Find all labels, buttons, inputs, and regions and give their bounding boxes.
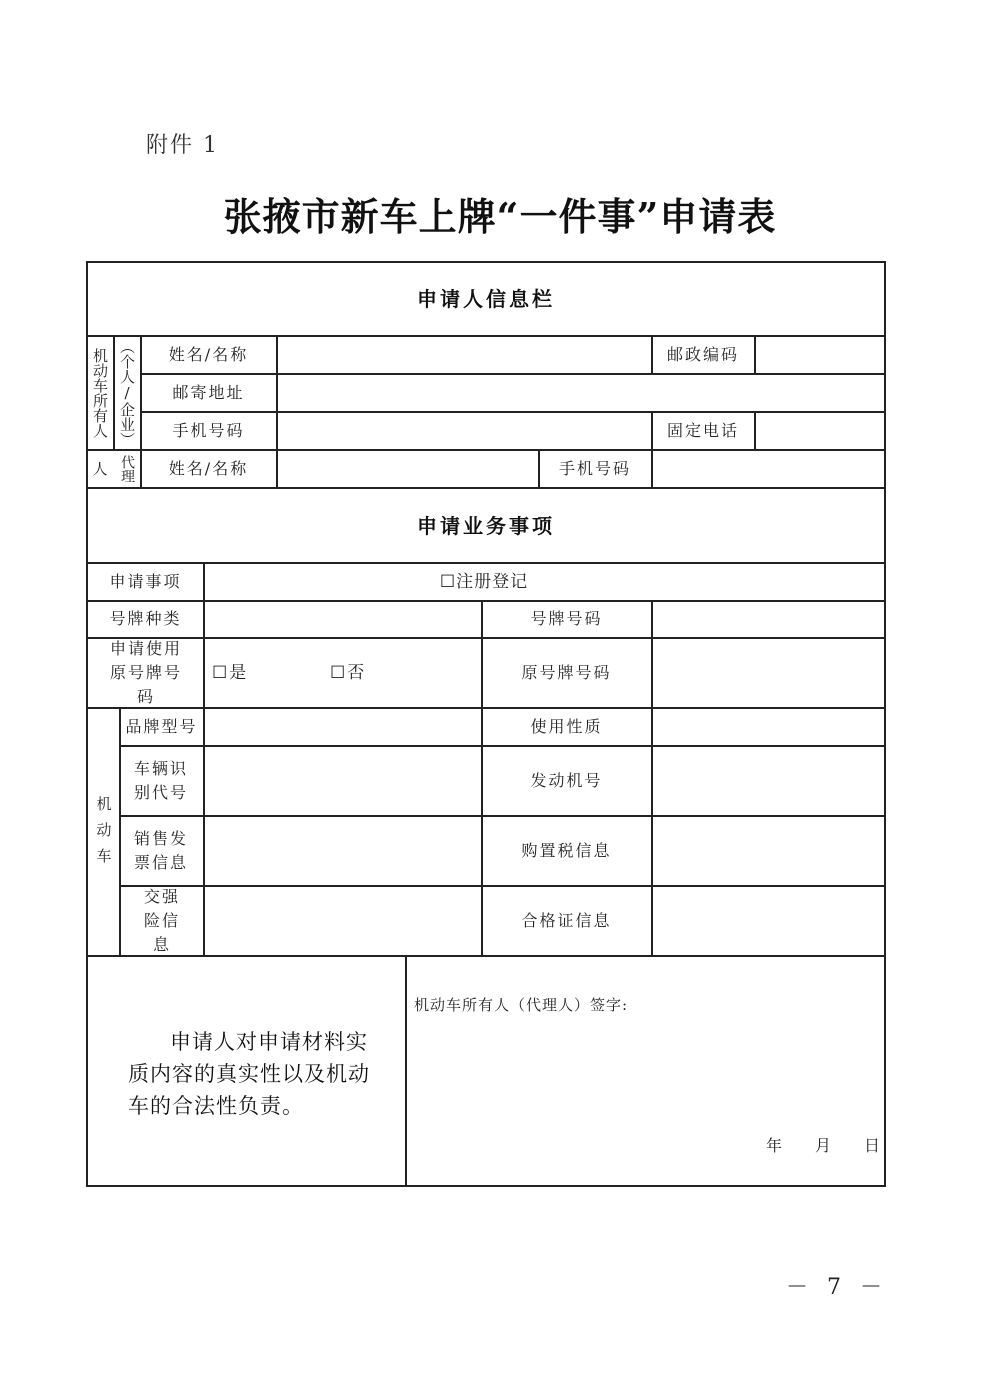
owner-group-note: （个人/企业） <box>118 338 136 447</box>
brand-model-label: 品牌型号 <box>125 716 198 736</box>
owner-mobile-field[interactable] <box>277 412 651 449</box>
plate-type-field[interactable] <box>204 601 481 637</box>
plate-number-field[interactable] <box>652 601 884 637</box>
yes-checkbox[interactable]: ☐是 <box>212 663 249 683</box>
form-title: 张掖市新车上牌“一件事”申请表 <box>223 194 777 239</box>
usage-label: 使用性质 <box>530 716 603 736</box>
business-section-heading: 申请业务事项 <box>417 513 555 538</box>
purchase-tax-field[interactable] <box>652 816 884 885</box>
use-original-plate-label: 申请使用原号牌号码 <box>109 638 182 706</box>
vin-field[interactable] <box>204 746 481 815</box>
no-checkbox[interactable]: ☐否 <box>330 663 367 683</box>
plate-number-label: 号牌号码 <box>530 609 603 628</box>
vehicle-group-label: 机动车 <box>96 795 114 865</box>
owner-group-label: 机动车所有人 <box>91 347 109 438</box>
owner-name-label: 姓名/名称 <box>168 344 249 364</box>
mail-address-label: 邮寄地址 <box>172 382 245 402</box>
insurance-field[interactable] <box>204 886 481 955</box>
attachment-label: 附件 1 <box>146 133 219 158</box>
invoice-field[interactable] <box>204 816 481 885</box>
responsibility-statement: 申请人对申请材料实质内容的真实性以及机动车的合法性负责。 <box>128 1030 370 1118</box>
engine-field[interactable] <box>652 746 884 815</box>
owner-mobile-label: 手机号码 <box>172 420 245 440</box>
insurance-label: 交强险信息 <box>143 886 180 954</box>
agent-name-field[interactable] <box>277 450 538 487</box>
brand-model-field[interactable] <box>204 708 481 745</box>
agent-mobile-label: 手机号码 <box>558 458 631 478</box>
postal-code-field[interactable] <box>755 336 884 373</box>
apply-item-label: 申请事项 <box>109 571 182 591</box>
usage-field[interactable] <box>652 708 884 745</box>
agent-name-label: 姓名/名称 <box>168 458 249 478</box>
original-plate-field[interactable] <box>652 638 884 707</box>
landline-label: 固定电话 <box>666 420 739 440</box>
purchase-tax-label: 购置税信息 <box>521 840 612 860</box>
date-month-label: 月 <box>815 1136 832 1155</box>
mail-address-field[interactable] <box>277 374 884 411</box>
owner-name-field[interactable] <box>277 336 651 373</box>
certificate-field[interactable] <box>652 886 884 955</box>
landline-field[interactable] <box>755 412 884 449</box>
agent-mobile-field[interactable] <box>652 450 884 487</box>
engine-label: 发动机号 <box>530 770 603 790</box>
agent-group-label-a: 代理 <box>119 454 135 483</box>
certificate-label: 合格证信息 <box>521 910 612 930</box>
page-number: － 7 － <box>786 1275 888 1300</box>
vin-label: 车辆识别代号 <box>133 758 188 802</box>
postal-code-label: 邮政编码 <box>666 344 739 364</box>
original-plate-label: 原号牌号码 <box>521 662 612 682</box>
date-day-label: 日 <box>864 1136 881 1155</box>
signature-label: 机动车所有人（代理人）签字: <box>414 996 629 1014</box>
applicant-section-heading: 申请人信息栏 <box>417 287 555 311</box>
date-year-label: 年 <box>766 1136 783 1155</box>
agent-group-label-b: 人 <box>92 459 110 478</box>
register-checkbox[interactable]: ☐注册登记 <box>439 571 529 592</box>
signature-area[interactable] <box>600 1020 870 1120</box>
plate-type-label: 号牌种类 <box>109 609 182 628</box>
invoice-label: 销售发票信息 <box>133 828 188 872</box>
